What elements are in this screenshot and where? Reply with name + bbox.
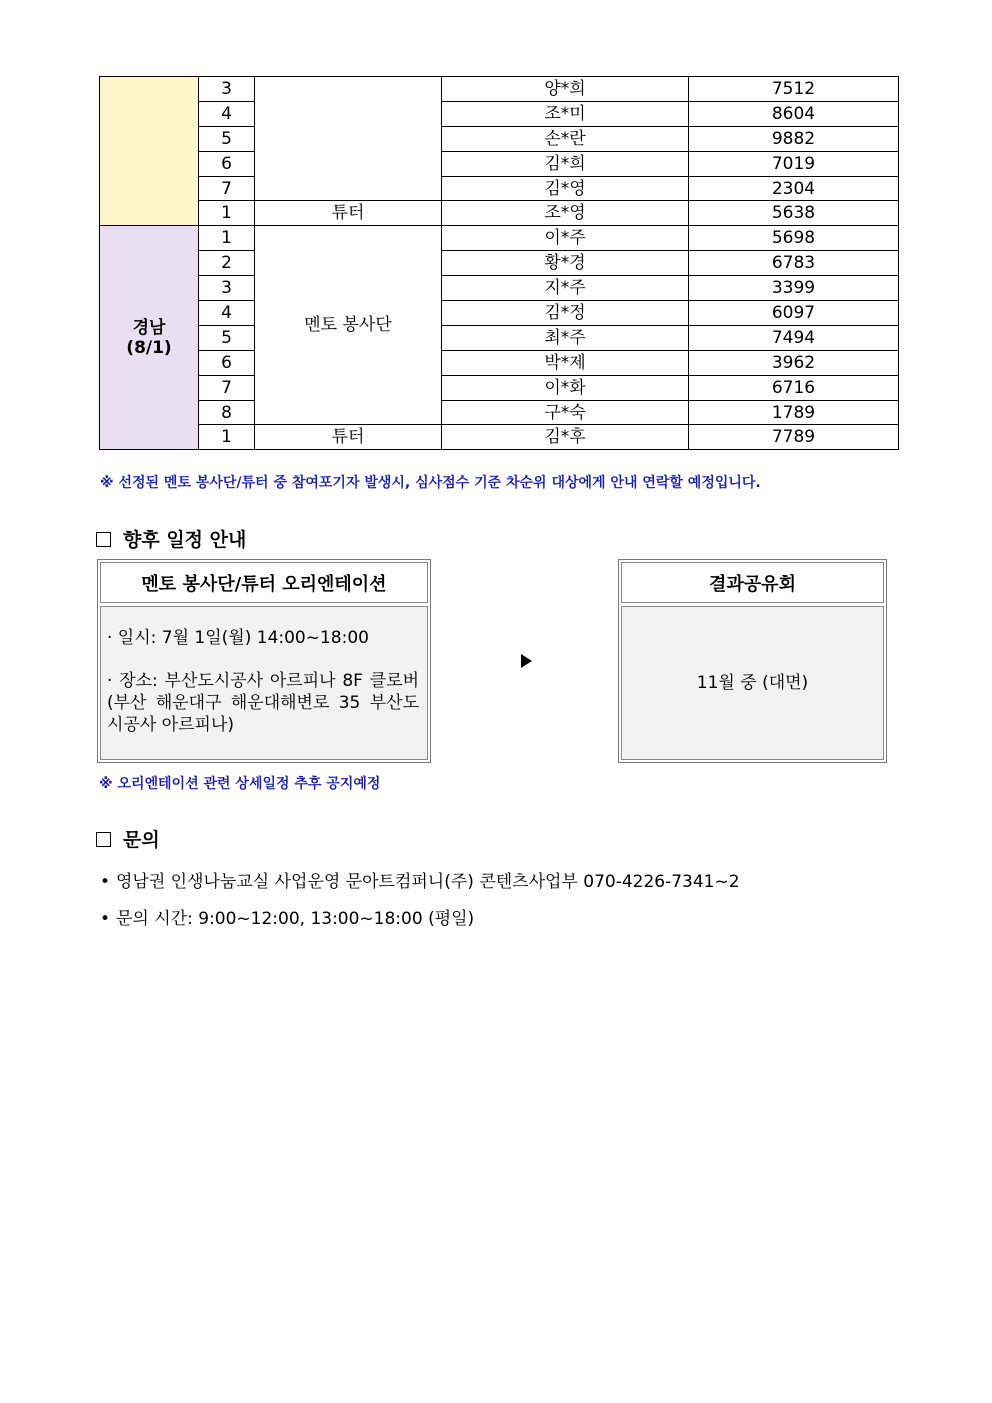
table-row — [100, 151, 899, 176]
roster-body — [100, 77, 899, 450]
member-code: 6097 — [689, 301, 899, 326]
member-name: 지*주 — [442, 276, 689, 301]
checkbox-square-icon — [96, 532, 111, 547]
member-code: 9882 — [689, 126, 899, 151]
member-name: 양*희 — [442, 77, 689, 102]
orientation-place: · 장소: 부산도시공사 아르피나 8F 클로버(부산 해운대구 해운대해변로 35 부산도시공사 아르피나) — [107, 671, 419, 735]
member-code: 5698 — [689, 226, 899, 251]
inquiry-title-text: 문의 — [123, 829, 160, 851]
row-number: 1 — [199, 201, 255, 226]
inquiry-section-title — [96, 825, 160, 852]
table-row — [100, 350, 899, 375]
table-row — [100, 276, 899, 301]
table-row — [100, 425, 899, 450]
region-cell — [100, 226, 199, 450]
member-name: 조*미 — [442, 101, 689, 126]
bullet-icon: • — [100, 909, 111, 929]
row-number: 1 — [199, 425, 255, 450]
member-name: 구*숙 — [442, 400, 689, 425]
table-row — [100, 101, 899, 126]
result-date: 11월 중 (대면) — [696, 673, 809, 693]
role-cell — [255, 77, 442, 201]
region-cell — [100, 77, 199, 226]
member-name: 이*화 — [442, 375, 689, 400]
orientation-note: ※ 오리엔테이션 관련 상세일정 추후 공지예정 — [99, 776, 381, 792]
orientation-heading: 멘토 봉사단/튜터 오리엔테이션 — [100, 562, 428, 603]
row-number: 5 — [199, 126, 255, 151]
row-number: 6 — [199, 350, 255, 375]
member-name: 김*후 — [442, 425, 689, 450]
member-code: 3962 — [689, 350, 899, 375]
member-code: 8604 — [689, 101, 899, 126]
schedule-section-title — [96, 525, 246, 552]
member-name: 최*주 — [442, 325, 689, 350]
inquiry-contact: 영남권 인생나눔교실 사업운영 문아트컴퍼니(주) 콘텐츠사업부 070-4226-7341~2 — [116, 872, 740, 892]
member-name: 손*란 — [442, 126, 689, 151]
inquiry-hours: 문의 시간: 9:00~12:00, 13:00~18:00 (평일) — [116, 909, 475, 929]
member-code: 2304 — [689, 176, 899, 201]
table-row — [100, 126, 899, 151]
orientation-date: · 일시: 7월 1일(월) 14:00~18:00 — [107, 628, 369, 648]
row-number: 8 — [199, 400, 255, 425]
table-row — [100, 325, 899, 350]
row-number: 7 — [199, 375, 255, 400]
row-number: 6 — [199, 151, 255, 176]
member-name: 이*주 — [442, 226, 689, 251]
table-row — [100, 251, 899, 276]
member-name: 황*경 — [442, 251, 689, 276]
row-number: 2 — [199, 251, 255, 276]
result-details — [621, 606, 884, 760]
member-name: 김*희 — [442, 151, 689, 176]
table-row — [100, 400, 899, 425]
member-code: 7789 — [689, 425, 899, 450]
inquiry-item — [100, 867, 740, 892]
table-row — [100, 226, 899, 251]
member-code: 3399 — [689, 276, 899, 301]
row-number: 1 — [199, 226, 255, 251]
role-cell: 튜터 — [255, 425, 442, 450]
checkbox-square-icon — [96, 832, 111, 847]
row-number: 4 — [199, 301, 255, 326]
role-cell: 멘토 봉사단 — [255, 226, 442, 425]
member-name: 박*제 — [442, 350, 689, 375]
roster-table — [99, 76, 899, 450]
result-box — [618, 559, 887, 763]
row-number: 5 — [199, 325, 255, 350]
member-code: 1789 — [689, 400, 899, 425]
row-number: 3 — [199, 276, 255, 301]
orientation-details — [100, 606, 428, 760]
table-row — [100, 77, 899, 102]
selection-note: ※ 선정된 멘토 봉사단/튜터 중 참여포기자 발생시, 심사점수 기준 차순위 대상에게 안내 연락할 예정입니다. — [100, 475, 761, 491]
table-row — [100, 176, 899, 201]
table-row — [100, 301, 899, 326]
member-name: 김*영 — [442, 176, 689, 201]
region-name: 경남 — [132, 317, 166, 338]
schedule-title-text: 향후 일정 안내 — [123, 529, 247, 551]
table-row — [100, 375, 899, 400]
bullet-icon: • — [100, 872, 111, 892]
orientation-box — [97, 559, 431, 763]
member-code: 7019 — [689, 151, 899, 176]
member-name: 김*정 — [442, 301, 689, 326]
member-code: 7494 — [689, 325, 899, 350]
member-code: 7512 — [689, 77, 899, 102]
member-code: 6716 — [689, 375, 899, 400]
row-number: 7 — [199, 176, 255, 201]
member-name: 조*영 — [442, 201, 689, 226]
member-code: 5638 — [689, 201, 899, 226]
row-number: 4 — [199, 101, 255, 126]
member-code: 6783 — [689, 251, 899, 276]
result-heading: 결과공유회 — [621, 562, 884, 603]
arrow-right-icon — [521, 654, 532, 668]
row-number: 3 — [199, 77, 255, 102]
role-cell: 튜터 — [255, 201, 442, 226]
inquiry-item — [100, 904, 474, 929]
region-date: (8/1) — [126, 337, 172, 358]
table-row — [100, 201, 899, 226]
